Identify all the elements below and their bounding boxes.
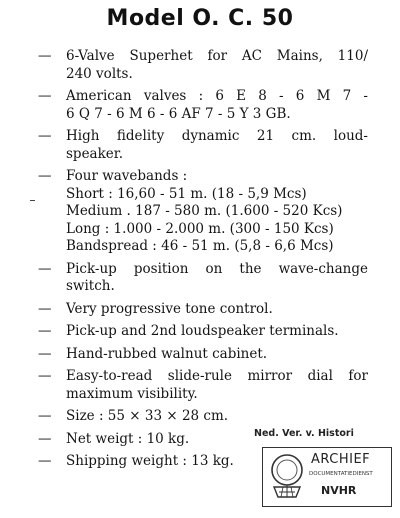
spec-item-loudspeaker	[38, 128, 368, 163]
item-dash: —	[38, 88, 52, 104]
stray-mark	[30, 200, 35, 201]
page-title: Model O. C. 50	[106, 6, 294, 31]
spec-list	[38, 48, 371, 476]
item-line: Four wavebands :	[66, 168, 188, 184]
spec-item-tone-control	[38, 301, 368, 319]
radio-logo-icon	[265, 451, 309, 505]
item-line: Shipping weight : 13 kg.	[66, 453, 234, 469]
item-dash: —	[38, 128, 52, 144]
spec-item-size	[38, 408, 368, 426]
item-line: Pick-up position on the wave-change	[66, 260, 368, 277]
spec-item-terminals	[38, 323, 368, 341]
item-dash: —	[38, 430, 52, 447]
stamp-line-documentatiedienst: DOCUMENTATIEDIENST	[309, 471, 373, 477]
item-line: 6 Q 7 - 6 M 6 - 6 AF 7 - 5 Y 3 GB.	[66, 105, 291, 122]
waveband-short: Short : 16,60 - 51 m. (18 - 5,9 Mcs)	[66, 185, 307, 202]
item-line: Easy-to-read slide-rule mirror dial for	[66, 368, 368, 384]
item-line: Hand-rubbed walnut cabinet.	[66, 345, 268, 362]
item-dash: —	[38, 453, 52, 469]
waveband-medium: Medium . 187 - 580 m. (1.600 - 520 Kcs)	[66, 203, 343, 219]
item-line: Net weigt : 10 kg.	[66, 430, 190, 447]
item-dash: —	[38, 300, 52, 317]
item-dash: —	[38, 345, 52, 362]
item-line: switch.	[66, 278, 115, 294]
item-dash: —	[38, 48, 52, 64]
spec-item-wavebands	[38, 168, 368, 256]
item-line: maximum visibility.	[66, 385, 198, 402]
spec-item-pickup-position	[38, 261, 368, 296]
spec-item-dial	[38, 368, 368, 403]
item-line: High fidelity dynamic 21 cm. loud-	[66, 128, 368, 144]
item-line: speaker.	[66, 145, 124, 162]
stamp-line-archief: ARCHIEF	[311, 452, 371, 467]
item-dash: —	[38, 323, 52, 339]
waveband-bandspread: Bandspread : 46 - 51 m. (5,8 - 6,6 Mcs)	[66, 238, 334, 254]
waveband-list	[66, 186, 368, 256]
spec-item-valves	[38, 88, 368, 123]
stamp-line-nvhr: NVHR	[321, 484, 357, 497]
item-line: American valves : 6 E 8 - 6 M 7 -	[66, 88, 368, 104]
item-line: Very progressive tone control.	[66, 300, 273, 317]
item-line: 6-Valve Superhet for AC Mains, 110/	[66, 48, 368, 64]
spec-item-cabinet	[38, 346, 368, 364]
item-line: 240 volts.	[66, 65, 133, 82]
item-dash: —	[38, 368, 52, 384]
archive-stamp	[262, 447, 392, 507]
item-dash: —	[38, 168, 52, 184]
waveband-long: Long : 1.000 - 2.000 m. (300 - 150 Kcs)	[66, 220, 334, 237]
item-dash: —	[38, 260, 52, 277]
stamp-caption: Ned. Ver. v. Histori	[254, 428, 354, 439]
item-line: Pick-up and 2nd loudspeaker terminals.	[66, 323, 339, 339]
item-dash: —	[38, 408, 52, 424]
item-line: Size : 55 × 33 × 28 cm.	[66, 408, 229, 424]
spec-item-mains	[38, 48, 368, 83]
